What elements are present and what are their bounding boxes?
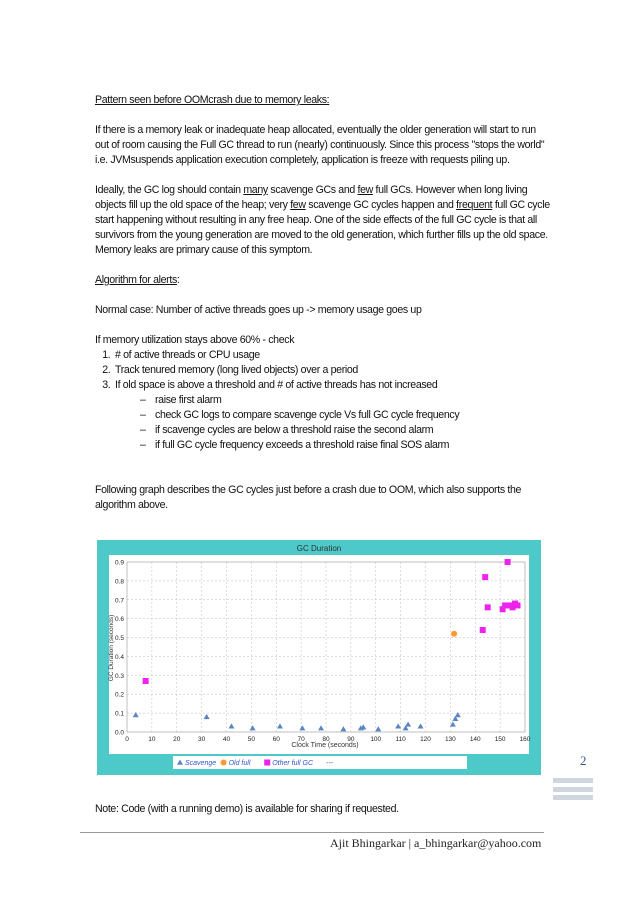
gc-log-paragraph [95,183,550,258]
steps-list [95,348,550,393]
x-tick-label: 60 [272,736,280,743]
step-item: 1. # of active threads or CPU usage [113,348,550,363]
section-heading: Pattern seen before OOMcrash due to memory leaks: [95,94,330,106]
x-tick-label: 0 [125,736,129,743]
x-tick-label: 30 [198,736,206,743]
gc-duration-chart [97,540,541,775]
step-item: 3. If old space is above a threshold and # of active threads has not increased [113,378,550,393]
other-full-gc-point [143,678,149,684]
chart-legend [173,756,467,769]
x-tick-label: 120 [420,736,431,743]
substep-item: – raise first alarm [140,393,550,408]
x-tick-label: 130 [444,736,456,743]
document-body [95,93,550,513]
legend-label: Old full [228,760,251,767]
y-tick-label: 0.7 [114,597,124,605]
y-tick-label: 0.0 [114,729,124,737]
x-tick-label: 90 [347,736,355,743]
y-tick-label: 0.6 [114,616,124,624]
text-run: scavenge GC cycles happen and [305,199,457,211]
substep-item: – check GC logs to compare scavenge cycle Vs full GC cycle frequency [140,408,550,423]
text-run: Ideally, the GC log should contain [95,184,244,196]
x-tick-label: 70 [297,736,305,743]
memory-leak-paragraph: If there is a memory leak or inadequate heap allocated, eventually the older generation will start to run out of room causing the Full GC thread to run (nearly) continuously. Since this process "stops the world" i.e. JVMsuspends application execution completely, application is freeze with requests piling up. [95,124,545,166]
legend-label: Other full GC [272,760,314,767]
x-tick-label: 110 [395,736,406,743]
algorithm-heading-text: Algorithm for alerts [95,274,177,286]
other-full-gc-point [485,604,491,610]
step-item: 2. Track tenured memory (long lived objects) over a period [113,363,550,378]
y-tick-label: 0.9 [114,559,124,567]
algorithm-heading [95,273,550,288]
x-tick-label: 100 [370,736,382,743]
old-full-point [451,631,457,637]
x-tick-label: 160 [519,736,531,743]
text-run: full GC cycle start happening without resulting in any free heap. One of the side effects of the full GC cycle is that all survivors from the young generation are moved to the old generation, which further fills up the old space. Memory leaks are primary cause of this symptom. [95,199,550,256]
text-run: full GCs. However when long living objects fill up the old space of the heap; very [95,184,528,211]
y-tick-label: 0.8 [114,578,124,586]
x-tick-label: 80 [322,736,330,743]
y-tick-label: 0.1 [114,710,124,718]
underlined-word: frequent [456,199,493,211]
other-full-gc-point [505,559,511,565]
page-number: 2 [580,753,587,768]
legend-extra: --- [326,760,334,767]
legend-marker [264,760,270,766]
normal-case-line: Normal case: Number of active threads goes up -> memory usage goes up [95,304,422,316]
substep-item: – if scavenge cycles are below a threshold raise the second alarm [140,423,550,438]
y-tick-label: 0.3 [114,672,124,680]
text-run: scavenge GCs and [267,184,358,196]
legend-marker [221,760,227,766]
x-tick-label: 10 [148,736,156,743]
memory-check-intro: If memory utilization stays above 60% - check [95,334,295,346]
underlined-word: few [290,199,306,211]
other-full-gc-point [515,602,521,608]
page-decoration [553,778,593,800]
chart-frame [109,555,529,754]
y-tick-label: 0.2 [114,691,124,699]
other-full-gc-point [482,574,488,580]
x-tick-label: 50 [247,736,255,743]
y-tick-label: 0.5 [114,635,124,643]
note-line: Note: Code (with a running demo) is available for sharing if requested. [95,803,399,815]
x-axis-label: Clock Time (seconds) [291,742,359,749]
underlined-word: many [243,184,268,196]
legend-box [173,756,467,769]
substep-item: – if full GC cycle frequency exceeds a threshold raise final SOS alarm [140,438,550,453]
y-axis-label: GC Duration (seconds) [108,614,115,682]
graph-intro-paragraph: Following graph describes the GC cycles just before a crash due to OOM, which also supports the algorithm above. [95,484,522,511]
chart-svg [97,540,541,775]
chart-title: GC Duration [296,544,342,553]
x-tick-label: 150 [494,736,506,743]
legend-label: Scavenge [185,760,217,767]
footer-author: Ajit Bhingarkar | a_bhingarkar@yahoo.com [330,836,542,850]
x-tick-label: 20 [173,736,181,743]
footer-divider [80,832,544,833]
algorithm-heading-colon: : [176,274,180,286]
substeps-list [95,393,550,453]
y-tick-label: 0.4 [114,653,124,661]
underlined-word: few [357,184,373,196]
x-tick-label: 140 [469,736,481,743]
other-full-gc-point [480,627,486,633]
x-tick-label: 40 [222,736,231,743]
